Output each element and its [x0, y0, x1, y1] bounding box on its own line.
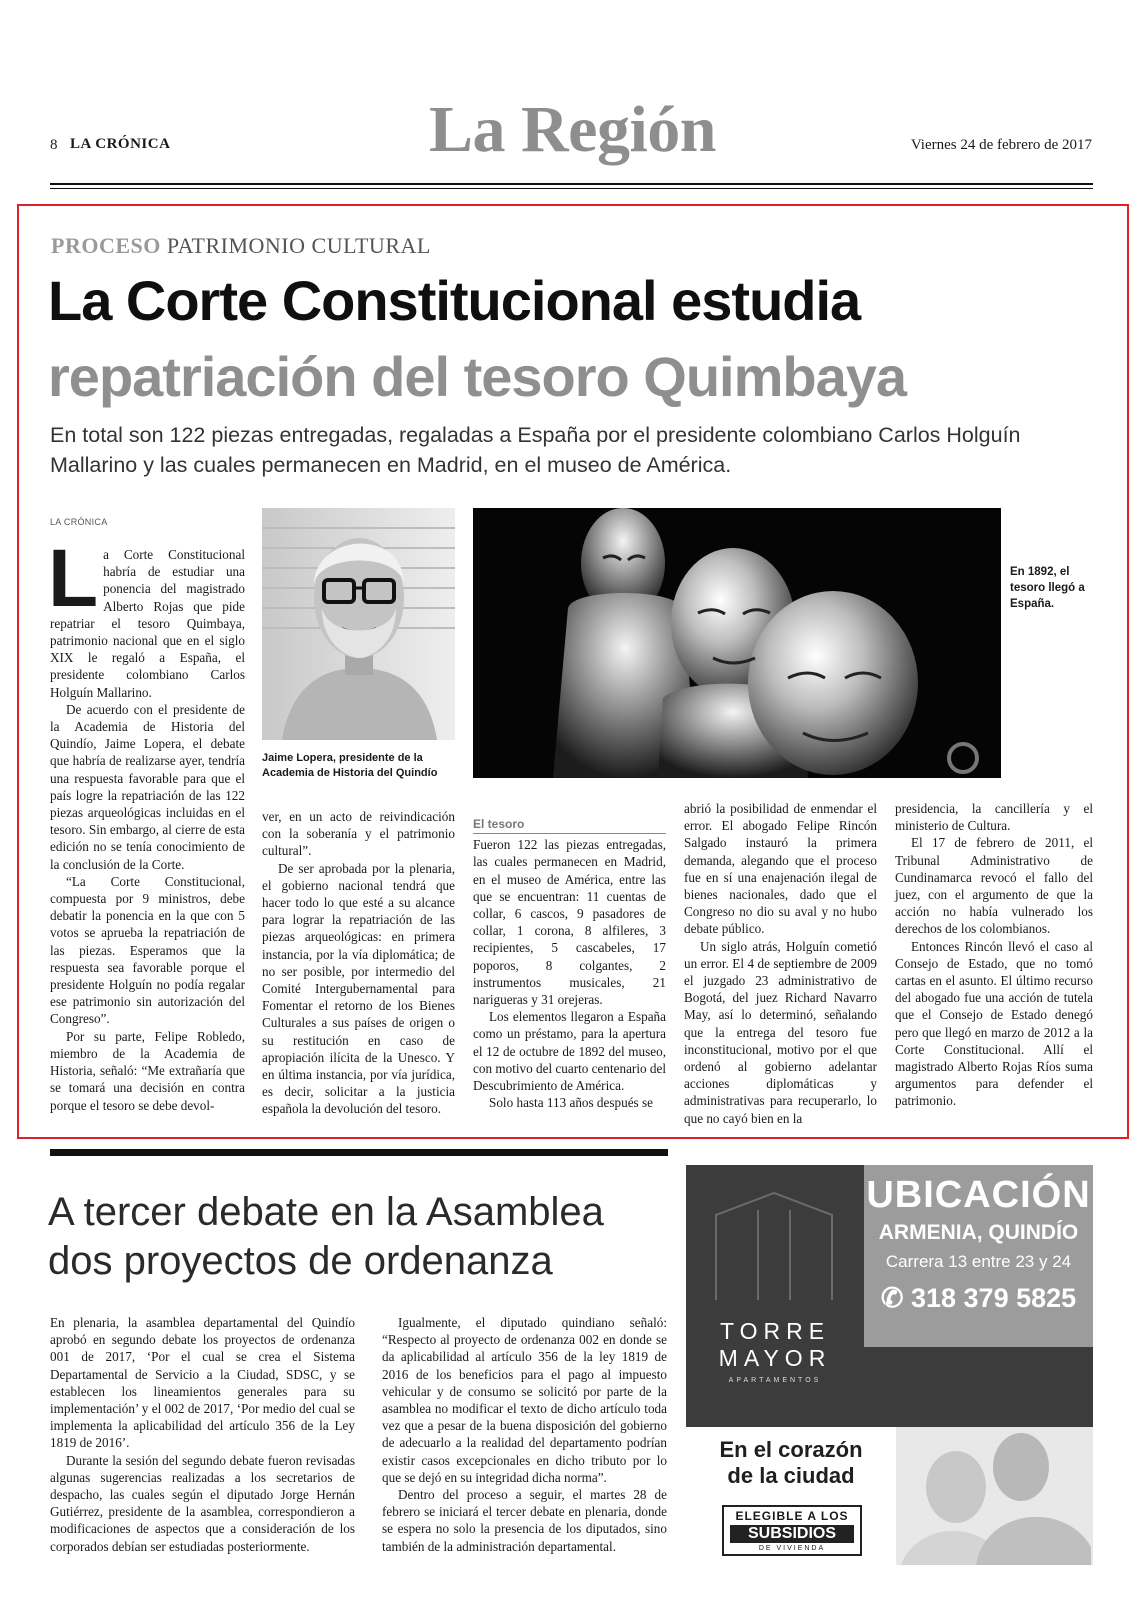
portrait-caption: Jaime Lopera, presidente de la Academia de Historia del Quindío [262, 752, 438, 779]
paragraph: Dentro del proceso a seguir, el martes 28 de febrero se iniciará el tercer debate en plenaria, donde se espera no solo la presencia de los diputados, sino también de la administración departamental. [382, 1487, 667, 1554]
drop-cap: L [48, 533, 99, 624]
paragraph: Durante la sesión del segundo debate fueron revisadas algunas sugerencias realizadas a los secretarios de despacho, las cuales según el diputado Jorge Hernán Gutiérrez, presidente de la asamblea, correspondieron a modificaciones de aspectos que a consideración de los corporados debían ser estudiadas posteriormente. [50, 1452, 355, 1554]
badge-line-2: SUBSIDIOS [730, 1525, 854, 1543]
newspaper-name: LA CRÓNICA [70, 136, 171, 152]
ad-phone-number: 318 379 5825 [910, 1283, 1077, 1313]
headline-line-1: La Corte Constitucional estudia [48, 269, 861, 332]
paragraph: Solo hasta 113 años después se [489, 1095, 653, 1111]
ad-slogan-line-1: En el corazón [719, 1437, 863, 1462]
paragraph: Igualmente, el diputado quindiano señaló: “Respecto al proyecto de ordenanza 002 en donde se da aplicabilidad al artículo 356 de la ley 1819 de 2016 de los beneficios para el pago al impuesto vehicular y de consumo se solicitó por parte de la asamblea no modificar el texto de dicho artículo toda vez que a pesar de la buena disposición del gobierno de adecuarlo a la realidad del departamento podrían existir casos excepcionales en dicho tributo por lo que se dejó en su integridad dicha norma”. [382, 1315, 667, 1485]
paragraph: En plenaria, la asamblea departamental del Quindío aprobó en segundo debate los proyectos de ordenanza 001 de 2017, ‘Por el cual se crea el Sistema Departamental de Servicio a la Ciudad, SDSC, y se establecen los lineamientos generales para su implementación’ y el 002 de 2017, ‘Por medio del cual se implementa la aplicabilidad del artículo 356 de la Ley 1819 de 2016’. [50, 1315, 355, 1451]
paragraph: Los elementos llegaron a España como un préstamo, para la apertura el 12 de octubre de 1892 del museo, con motivo del cuarto centenario del Descubrimiento de América. [473, 1009, 666, 1094]
header-rule [50, 183, 1093, 185]
page-number: 8 [50, 137, 58, 153]
badge-line-1: ELEGIBLE A LOS [735, 1509, 849, 1523]
ad-location-city: ARMENIA, QUINDÍO [878, 1221, 1079, 1244]
article-deck: En total son 122 piezas entregadas, regaladas a España por el presidente colombiano Carlos Holguín Mallarino y las cuales permanecen en Madrid, en el museo de América. [50, 423, 1021, 477]
paragraph: Un siglo atrás, Holguín cometió un error. El 4 de septiembre de 2009 el juzgado 23 administrativo de Bogotá, del juez Richard Navarro May, así lo determinó, señalando que la entrega del tesoro fue inconstitucional, motivo por el que ordenó al gobierno adelantar acciones diplomáticas y administrativas para recuperarlo, lo que no cayó bien en la [684, 938, 877, 1126]
article-column-2 [262, 808, 455, 1118]
ad-brand-line-2: MAYOR [718, 1345, 832, 1371]
paragraph: ver, en un acto de reivindicación con la soberanía y el patrimonio cultural”. [262, 809, 455, 859]
paragraph: abrió la posibilidad de enmendar el error. El abogado Felipe Rincón Salgado instauró la primera demanda, alegando que el proceso fue en sí una enajenación ilegal de bienes nacionales, dado que el Congreso no dio su aval y no hubo debate público. [684, 801, 877, 937]
section-title: La Región [428, 93, 717, 166]
kicker-topic: PATRIMONIO CULTURAL [160, 233, 431, 258]
article2-column-2 [382, 1314, 667, 1555]
ad-location-address: Carrera 13 entre 23 y 24 [885, 1252, 1072, 1271]
ad-brand-line-3: APARTAMENTOS [728, 1377, 822, 1384]
treasure-caption: En 1892, el tesoro llegó a España. [1010, 566, 1085, 610]
paragraph: De acuerdo con el presidente de la Academia de Historia del Quindío, Jaime Lopera, el debate que habría de realizarse ayer, tendría una respuesta favorable para que el país logre la repatriación de las 122 piezas arqueológicas incluidas en el tesoro. Sin embargo, al cierre de esta edición no se tenía conocimiento de la conclusión de la Corte. [50, 701, 245, 872]
badge-line-3: DE VIVIENDA [758, 1545, 826, 1552]
phone-icon: ✆ [880, 1283, 904, 1313]
issue-date: Viernes 24 de febrero de 2017 [910, 137, 1092, 153]
subhead-el-tesoro: El tesoro [473, 816, 666, 834]
paragraph: “La Corte Constitucional, compuesta por 9 ministros, debe debatir la ponencia en la que con 5 votos se aprueba la repatriación de las piezas. Esperamos que la respuesta sea favorable porque el presidente Holguín no podía regalar ese patrimonio sin autorización del Congreso”. [50, 873, 245, 1027]
subsidy-badge [722, 1505, 862, 1556]
headline-line-2: repatriación del tesoro Quimbaya [48, 345, 907, 408]
article-column-5 [895, 800, 1093, 1110]
ad-slogan [686, 1437, 896, 1489]
portrait-photo [262, 508, 455, 740]
article-column-4 [684, 800, 877, 1127]
article2-headline: A tercer debate en la Asamblea dos proyectos de ordenanza [48, 1190, 604, 1283]
paragraph: a Corte Constitucional habría de estudiar una ponencia del magistrado Alberto Rojas que pide repatriar el tesoro Quimbaya, patrimonio nacional que en el siglo XIX le regaló a España, el presidente colombiano Carlos Holguín Mallarino. [50, 547, 245, 700]
article-column-1 [48, 533, 245, 1114]
paragraph: presidencia, la cancillería y el ministerio de Cultura. [895, 801, 1093, 834]
paragraph: El 17 de febrero de 2011, el Tribunal Administrativo de Cundinamarca revocó el fallo del juez, con el argumento de que la acción no había vulnerado los derechos de los colombianos. [895, 835, 1093, 937]
article2-top-rule [50, 1149, 668, 1156]
article-kicker [51, 233, 431, 259]
ad-slogan-line-2: de la ciudad [727, 1463, 855, 1488]
paragraph: De ser aprobada por la plenaria, el gobierno nacional tendrá que hacer todo lo que esté a su alcance para lograr la repatriación de las piezas arqueológicas: en primera instancia, por la vía diplomática; de no ser posible, por intermedio del Comité Intergubernamental para Fomentar el retorno de los Bienes Culturales a sus países de origen o su restitución en caso de apropiación ilícita de la Unesco. Y en última instancia, por vía jurídica, es decir, solicitar a la justicia española la devolución del tesoro. [262, 860, 455, 1117]
ad-phone [864, 1283, 1093, 1314]
treasure-photo [473, 508, 1001, 778]
byline: LA CRÓNICA [50, 517, 108, 527]
paragraph: Por su parte, Felipe Robledo, miembro de la Academia de Historia, señaló: “Me extrañaría que se tomará una decisión en contra porque el tesoro se debe devol- [50, 1028, 245, 1113]
ad-brand-line-1: TORRE [719, 1318, 831, 1344]
header-rule-2 [50, 188, 1093, 189]
article2-column-1 [50, 1314, 355, 1555]
article-column-3 [473, 816, 666, 1111]
ad-location-title: UBICACIÓN [866, 1174, 1091, 1216]
paragraph: Entonces Rincón llevó el caso al Consejo de Estado, que no tomó cartas en el asunto. El último recurso del abogado fue una acción de tutela que el Consejo de Estado denegó pero que llegó en marzo de 2012 a la Corte Constitucional. Allí el magistrado Alberto Rojas Ríos suma argumentos para defender el patrimonio. [895, 938, 1093, 1109]
paragraph: Fueron 122 las piezas entregadas, las cuales permanecen en Madrid, en el museo de América, entre las que se encuentran: 11 cuentas de collar, 6 cascos, 9 pasadores de collar, 1 corona, 8 alfileres, 3 recipientes, 5 cascabeles, 17 poporos, 8 colgantes, 2 instrumentos musicales, 21 narigueras y 31 orejeras. [473, 837, 666, 1008]
kicker-category: PROCESO [51, 233, 161, 258]
